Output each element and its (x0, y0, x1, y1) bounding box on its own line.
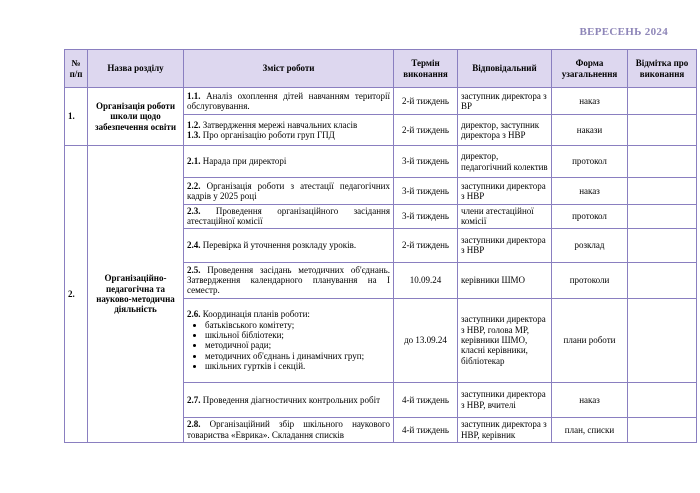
form-cell: план, списки (552, 417, 628, 442)
content-cell (184, 298, 394, 382)
item-number: 2.1. (187, 156, 201, 167)
header-row (65, 50, 697, 88)
list-item: • шкільних гуртків і секцій. (205, 361, 390, 371)
responsible-cell: заступники директора з НВР, голова МР, керівники ШМО, класні керівники, бібліотекар (458, 298, 552, 382)
responsible-cell: директор, заступник директора з НВР (458, 115, 552, 146)
item-number: 1.2. (187, 119, 201, 130)
form-cell: наказ (552, 382, 628, 417)
table-row (65, 88, 697, 115)
form-cell: наказ (552, 88, 628, 115)
item-text: Проведення засідань методичних об'єднань. Затвердження календарного планування на І семестр. (187, 264, 390, 296)
term-cell: 4-й тиждень (394, 417, 458, 442)
term-cell: 10.09.24 (394, 262, 458, 298)
mark-cell (628, 205, 697, 229)
item-text: Про організацію роботи груп ГПД (202, 130, 335, 140)
term-cell: 2-й тиждень (394, 88, 458, 115)
responsible-cell: заступники директора з НВР, вчителі (458, 382, 552, 417)
section-number: 2. (65, 146, 88, 443)
content-cell (184, 205, 394, 229)
col-form-header: Форма узагальнення (552, 50, 628, 88)
item-text: Перевірка й уточнення розкладу уроків. (202, 240, 357, 251)
content-cell (184, 417, 394, 442)
col-term-header: Термін виконання (394, 50, 458, 88)
responsible-cell: заступники директора з НВР (458, 178, 552, 205)
form-cell: протокол (552, 146, 628, 178)
table-row (65, 146, 697, 178)
item-text: Аналіз охоплення дітей навчанням території обслуговування. (187, 90, 390, 111)
section-name: Організаційно-педагогічна та науково-методична діяльність (88, 146, 184, 443)
form-cell: протоколи (552, 262, 628, 298)
item-number: 2.5. (187, 264, 201, 275)
col-section-header: Назва розділу (88, 50, 184, 88)
col-content-header: Зміст роботи (184, 50, 394, 88)
term-cell: 2-й тиждень (394, 228, 458, 262)
list-item: • методичних об'єднань і динамічних груп; (205, 351, 390, 361)
item-text: Організаційний збір шкільного наукового товариства «Еврика». Складання списків (187, 419, 390, 440)
item-text: Нарада при директорі (202, 156, 287, 167)
col-num-header: № п/п (65, 50, 88, 88)
mark-cell (628, 88, 697, 115)
responsible-cell: заступник директора з НВР, керівник (458, 417, 552, 442)
mark-cell (628, 115, 697, 146)
list-item: • батьківського комітету; (205, 320, 390, 330)
mark-cell (628, 382, 697, 417)
content-cell (184, 88, 394, 115)
item-text: Проведення організаційного засідання атестаційної комісії (187, 206, 390, 227)
term-cell: 3-й тиждень (394, 178, 458, 205)
form-cell: накази (552, 115, 628, 146)
mark-cell (628, 298, 697, 382)
form-cell: наказ (552, 178, 628, 205)
list-item: • методичної ради; (205, 340, 390, 350)
content-cell (184, 178, 394, 205)
coordination-list (187, 320, 390, 372)
col-responsible-header: Відповідальний (458, 50, 552, 88)
form-cell: протокол (552, 205, 628, 229)
item-number: 2.8. (187, 419, 201, 430)
term-cell: 3-й тиждень (394, 205, 458, 229)
term-cell: 4-й тиждень (394, 382, 458, 417)
mark-cell (628, 178, 697, 205)
item-number: 1.3. (187, 130, 201, 140)
mark-cell (628, 417, 697, 442)
item-text: Затвердження мережі навчальних класів (202, 119, 358, 130)
content-cell (184, 146, 394, 178)
section-number: 1. (65, 88, 88, 146)
responsible-cell: заступник директора з ВР (458, 88, 552, 115)
section-name: Організація роботи школи щодо забезпечення освіти (88, 88, 184, 146)
responsible-cell: керівники ШМО (458, 262, 552, 298)
col-mark-header: Відмітка про виконання (628, 50, 697, 88)
term-cell: 3-й тиждень (394, 146, 458, 178)
content-cell (184, 382, 394, 417)
list-item: • шкільної бібліотеки; (205, 330, 390, 340)
form-cell: плани роботи (552, 298, 628, 382)
content-cell (184, 262, 394, 298)
item-number: 2.2. (187, 180, 201, 191)
responsible-cell: заступники директора з НВР (458, 228, 552, 262)
mark-cell (628, 146, 697, 178)
item-number: 1.1. (187, 90, 201, 101)
content-cell (184, 115, 394, 146)
item-number: 2.3. (187, 206, 201, 216)
responsible-cell: члени атестаційної комісії (458, 205, 552, 229)
term-cell: 2-й тиждень (394, 115, 458, 146)
month-title: ВЕРЕСЕНЬ 2024 (579, 26, 668, 38)
item-text: Організація роботи з атестації педагогічних кадрів у 2025 році (187, 180, 390, 201)
term-cell: до 13.09.24 (394, 298, 458, 382)
form-cell: розклад (552, 228, 628, 262)
work-plan-table (64, 49, 697, 443)
item-number: 2.7. (187, 394, 201, 405)
responsible-cell: директор, педагогічний колектив (458, 146, 552, 178)
item-text: Проведення діагностичних контрольних робіт (202, 394, 381, 405)
item-number: 2.4. (187, 240, 201, 251)
mark-cell (628, 262, 697, 298)
mark-cell (628, 228, 697, 262)
content-cell (184, 228, 394, 262)
item-number: 2.6. (187, 309, 201, 320)
item-text: Координація планів роботи: (202, 309, 310, 320)
